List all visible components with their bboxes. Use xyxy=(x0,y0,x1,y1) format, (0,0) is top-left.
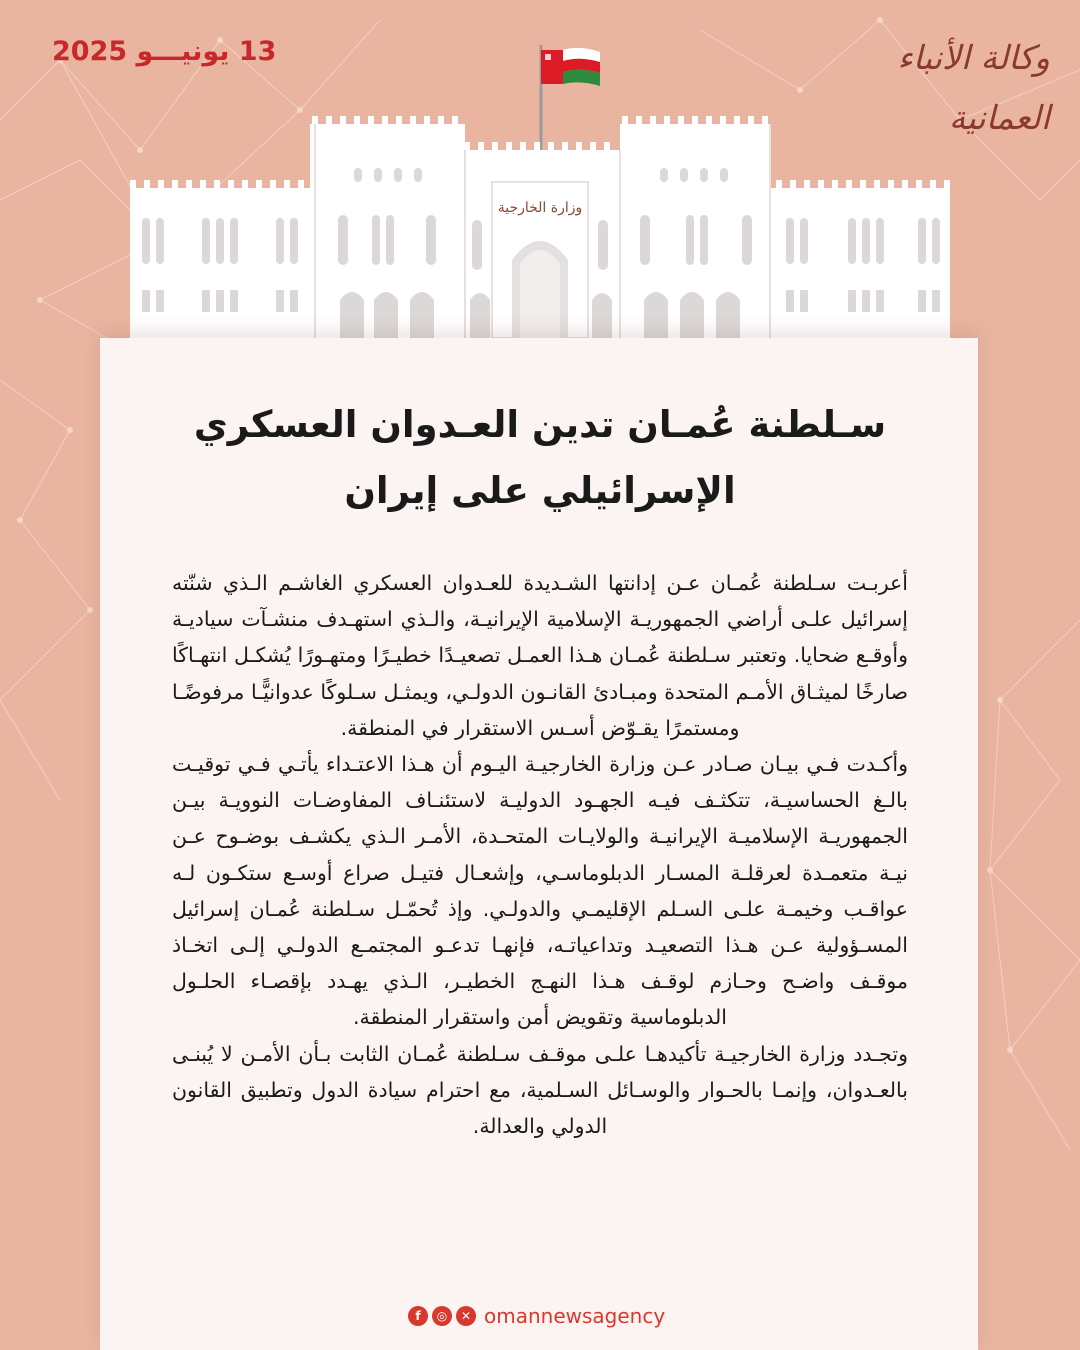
ministry-sign: وزارة الخارجية xyxy=(497,200,583,216)
body-paragraph: وتجـدد وزارة الخارجيـة تأكيدهـا علـى موقـف سـلطنة عُمـان الثابت بـأن الأمـن لا يُبنـى بالعـدوان، وإنمـا بالحـوار والوسـائل السـلمية، مع احترام سيادة الدول وتطبيق القانون الدولي والعدالة. xyxy=(172,1041,908,1139)
body-paragraph: أعربـت سـلطنة عُمـان عـن إدانتها الشـديدة للعـدوان العسكري الغاشـم الـذي شنّته إسرائيل علـى أراضي الجمهوريـة الإسلامية الإيرانيـة، والـذي استهـدف منشـآت سياديـة وأوقـع ضحايا. وتعتبر سـلطنة عُمـان هـذا العمـل تصعيـدًا خطيـرًا ومتهـورًا يُشكـل انتهـاكًا صارخًا لميثـاق الأمـم المتحدة ومبـادئ القانـون الدولـي، ويمثـل سـلوكًا عدوانيًّـا مرفوضًـا ومستمرًا يقـوّض أسـس الاستقرار في المنطقة. xyxy=(172,571,908,740)
ministry-building-illustration xyxy=(0,40,1080,350)
oman-flag-icon xyxy=(541,48,600,86)
date-label: 13 يونيـــو 2025 xyxy=(52,36,277,67)
headline xyxy=(150,392,930,524)
x-twitter-icon[interactable]: ✕ xyxy=(456,1306,476,1326)
social-footer xyxy=(408,1302,672,1330)
statement-body xyxy=(172,565,908,1144)
social-handle[interactable]: omannewsagency xyxy=(484,1304,666,1328)
facebook-icon[interactable]: f xyxy=(408,1306,428,1326)
headline-line-2: الإسرائيلي على إيران xyxy=(344,469,736,512)
instagram-icon[interactable]: ◎ xyxy=(432,1306,452,1326)
agency-logo: وكالة الأنباء العمانية xyxy=(897,38,1050,137)
headline-line-1: سـلطنة عُمـان تدين العـدوان العسكري xyxy=(193,403,887,446)
body-paragraph: وأكـدت فـي بيـان صـادر عـن وزارة الخارجيـة اليـوم أن هـذا الاعتـداء يأتـي فـي توقيـت بالـغ الحساسيـة، تتكثـف فيـه الجهـود الدوليـة لاستئنـاف المفاوضـات النوويـة بيـن الجمهوريـة الإسلاميـة الإيرانيـة والولايـات المتحـدة، الأمـر الـذي يكشـف بوضـوح عـن نيـة متعمـدة لعرقلـة المسـار الدبلوماسـي، وإشعـال فتيـل صراع أوسـع ستكـون لـه عواقـب وخيمـة علـى السـلم الإقليمـي والدولـي. وإذ تُحمّـل سـلطنة عُمـان إسرائيل المسـؤولية عـن هـذا التصعيـد وتداعياتـه، فإنهـا تدعـو المجتمـع الدولـي إلـى اتخـاذ موقـف واضـح وحـازم لوقـف هـذا النهـج الخطيـر، الـذي يهـدد بإقصـاء الحلـول الدبلوماسية وتقويض أمن واستقرار المنطقة. xyxy=(172,752,908,1030)
